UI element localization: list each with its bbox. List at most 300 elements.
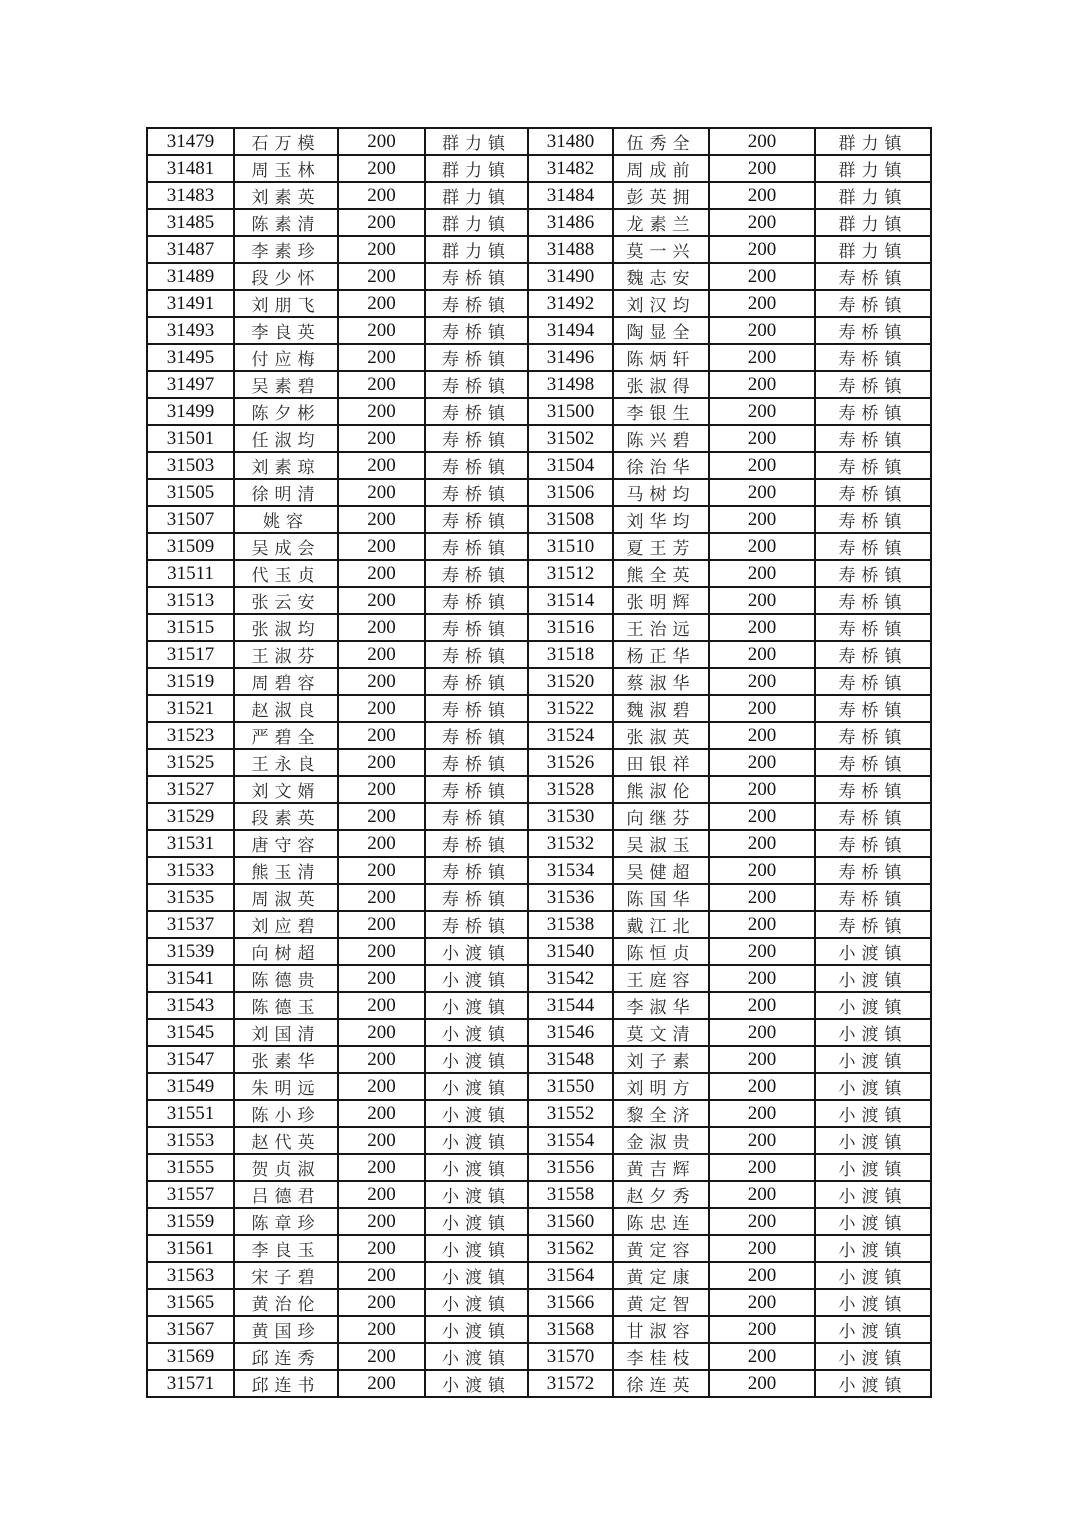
name-cell: 黄治伦 [234, 1289, 338, 1316]
id-cell: 31563 [147, 1262, 234, 1289]
amount-cell: 200 [709, 695, 815, 722]
amount-cell: 200 [338, 425, 425, 452]
amount-cell: 200 [338, 182, 425, 209]
town-cell: 寿桥镇 [425, 290, 528, 317]
table-row [147, 776, 931, 803]
name-cell: 甘淑容 [613, 1316, 709, 1343]
town-cell: 小渡镇 [425, 1181, 528, 1208]
table-row [147, 290, 931, 317]
name-cell: 陈恒贞 [613, 938, 709, 965]
id-cell: 31521 [147, 695, 234, 722]
name-cell: 黄吉辉 [613, 1154, 709, 1181]
amount-cell: 200 [338, 857, 425, 884]
name-cell: 张淑均 [234, 614, 338, 641]
town-cell: 寿桥镇 [425, 452, 528, 479]
id-cell: 31568 [528, 1316, 613, 1343]
town-cell: 寿桥镇 [425, 479, 528, 506]
town-cell: 小渡镇 [815, 965, 931, 992]
table-row [147, 236, 931, 263]
name-cell: 张云安 [234, 587, 338, 614]
name-cell: 宋子碧 [234, 1262, 338, 1289]
id-cell: 31517 [147, 641, 234, 668]
name-cell: 邱连秀 [234, 1343, 338, 1370]
table-row [147, 749, 931, 776]
id-cell: 31507 [147, 506, 234, 533]
name-cell: 邱连书 [234, 1370, 338, 1397]
name-cell: 李素珍 [234, 236, 338, 263]
id-cell: 31557 [147, 1181, 234, 1208]
table-row [147, 695, 931, 722]
name-cell: 吴淑玉 [613, 830, 709, 857]
table-row [147, 668, 931, 695]
id-cell: 31483 [147, 182, 234, 209]
table-row [147, 1289, 931, 1316]
amount-cell: 200 [709, 803, 815, 830]
name-cell: 向继芬 [613, 803, 709, 830]
amount-cell: 200 [709, 290, 815, 317]
table-row [147, 263, 931, 290]
name-cell: 伍秀全 [613, 128, 709, 155]
amount-cell: 200 [338, 128, 425, 155]
amount-cell: 200 [709, 749, 815, 776]
town-cell: 寿桥镇 [815, 263, 931, 290]
id-cell: 31482 [528, 155, 613, 182]
table-row [147, 614, 931, 641]
amount-cell: 200 [709, 506, 815, 533]
town-cell: 寿桥镇 [425, 641, 528, 668]
id-cell: 31540 [528, 938, 613, 965]
name-cell: 刘华均 [613, 506, 709, 533]
town-cell: 寿桥镇 [815, 749, 931, 776]
table-row [147, 1235, 931, 1262]
id-cell: 31481 [147, 155, 234, 182]
id-cell: 31567 [147, 1316, 234, 1343]
id-cell: 31570 [528, 1343, 613, 1370]
id-cell: 31503 [147, 452, 234, 479]
name-cell: 赵代英 [234, 1127, 338, 1154]
table-row [147, 1316, 931, 1343]
amount-cell: 200 [338, 1181, 425, 1208]
id-cell: 31479 [147, 128, 234, 155]
id-cell: 31526 [528, 749, 613, 776]
amount-cell: 200 [338, 344, 425, 371]
name-cell: 刘朋飞 [234, 290, 338, 317]
town-cell: 群力镇 [815, 155, 931, 182]
name-cell: 张素华 [234, 1046, 338, 1073]
name-cell: 黄定容 [613, 1235, 709, 1262]
amount-cell: 200 [338, 911, 425, 938]
table-row [147, 128, 931, 155]
amount-cell: 200 [338, 371, 425, 398]
id-cell: 31537 [147, 911, 234, 938]
id-cell: 31494 [528, 317, 613, 344]
name-cell: 魏志安 [613, 263, 709, 290]
id-cell: 31508 [528, 506, 613, 533]
id-cell: 31547 [147, 1046, 234, 1073]
town-cell: 寿桥镇 [425, 371, 528, 398]
name-cell: 杨正华 [613, 641, 709, 668]
id-cell: 31531 [147, 830, 234, 857]
amount-cell: 200 [709, 1019, 815, 1046]
amount-cell: 200 [709, 128, 815, 155]
table-row [147, 371, 931, 398]
town-cell: 小渡镇 [815, 1100, 931, 1127]
name-cell: 段少怀 [234, 263, 338, 290]
name-cell: 陈国华 [613, 884, 709, 911]
id-cell: 31495 [147, 344, 234, 371]
town-cell: 寿桥镇 [425, 506, 528, 533]
amount-cell: 200 [338, 1100, 425, 1127]
town-cell: 小渡镇 [425, 1208, 528, 1235]
name-cell: 陈德贵 [234, 965, 338, 992]
id-cell: 31558 [528, 1181, 613, 1208]
town-cell: 群力镇 [815, 128, 931, 155]
table-row [147, 1127, 931, 1154]
amount-cell: 200 [338, 722, 425, 749]
table-row [147, 641, 931, 668]
amount-cell: 200 [709, 1154, 815, 1181]
amount-cell: 200 [338, 641, 425, 668]
name-cell: 石万模 [234, 128, 338, 155]
town-cell: 寿桥镇 [815, 803, 931, 830]
id-cell: 31510 [528, 533, 613, 560]
town-cell: 寿桥镇 [815, 614, 931, 641]
name-cell: 向树超 [234, 938, 338, 965]
name-cell: 王庭容 [613, 965, 709, 992]
amount-cell: 200 [338, 884, 425, 911]
town-cell: 小渡镇 [425, 1154, 528, 1181]
amount-cell: 200 [709, 371, 815, 398]
name-cell: 陈章珍 [234, 1208, 338, 1235]
table-row [147, 992, 931, 1019]
town-cell: 小渡镇 [815, 1073, 931, 1100]
town-cell: 寿桥镇 [815, 398, 931, 425]
id-cell: 31496 [528, 344, 613, 371]
name-cell: 黎全济 [613, 1100, 709, 1127]
name-cell: 贺贞淑 [234, 1154, 338, 1181]
id-cell: 31565 [147, 1289, 234, 1316]
amount-cell: 200 [709, 155, 815, 182]
id-cell: 31541 [147, 965, 234, 992]
amount-cell: 200 [338, 1019, 425, 1046]
name-cell: 李桂枝 [613, 1343, 709, 1370]
name-cell: 徐连英 [613, 1370, 709, 1397]
table-row [147, 722, 931, 749]
id-cell: 31553 [147, 1127, 234, 1154]
table-row [147, 965, 931, 992]
table-row [147, 452, 931, 479]
amount-cell: 200 [338, 209, 425, 236]
town-cell: 寿桥镇 [815, 587, 931, 614]
town-cell: 寿桥镇 [425, 803, 528, 830]
name-cell: 周成前 [613, 155, 709, 182]
id-cell: 31513 [147, 587, 234, 614]
name-cell: 陈夕彬 [234, 398, 338, 425]
roster-table-body [147, 128, 931, 1397]
name-cell: 魏淑碧 [613, 695, 709, 722]
name-cell: 刘文婿 [234, 776, 338, 803]
amount-cell: 200 [709, 263, 815, 290]
table-row [147, 830, 931, 857]
id-cell: 31522 [528, 695, 613, 722]
name-cell: 徐明清 [234, 479, 338, 506]
id-cell: 31564 [528, 1262, 613, 1289]
table-row [147, 344, 931, 371]
name-cell: 朱明远 [234, 1073, 338, 1100]
town-cell: 小渡镇 [425, 1019, 528, 1046]
id-cell: 31504 [528, 452, 613, 479]
amount-cell: 200 [709, 398, 815, 425]
id-cell: 31538 [528, 911, 613, 938]
id-cell: 31505 [147, 479, 234, 506]
town-cell: 寿桥镇 [815, 857, 931, 884]
id-cell: 31480 [528, 128, 613, 155]
town-cell: 寿桥镇 [815, 452, 931, 479]
town-cell: 小渡镇 [425, 1127, 528, 1154]
table-row [147, 155, 931, 182]
table-row [147, 479, 931, 506]
name-cell: 金淑贵 [613, 1127, 709, 1154]
id-cell: 31501 [147, 425, 234, 452]
town-cell: 寿桥镇 [425, 398, 528, 425]
name-cell: 龙素兰 [613, 209, 709, 236]
id-cell: 31542 [528, 965, 613, 992]
name-cell: 赵夕秀 [613, 1181, 709, 1208]
table-row [147, 884, 931, 911]
town-cell: 小渡镇 [425, 1262, 528, 1289]
town-cell: 小渡镇 [815, 1289, 931, 1316]
town-cell: 寿桥镇 [815, 479, 931, 506]
name-cell: 彭英拥 [613, 182, 709, 209]
town-cell: 群力镇 [425, 128, 528, 155]
town-cell: 寿桥镇 [815, 668, 931, 695]
town-cell: 群力镇 [815, 182, 931, 209]
amount-cell: 200 [338, 155, 425, 182]
name-cell: 李良英 [234, 317, 338, 344]
id-cell: 31488 [528, 236, 613, 263]
amount-cell: 200 [709, 425, 815, 452]
table-row [147, 1208, 931, 1235]
name-cell: 周淑英 [234, 884, 338, 911]
town-cell: 小渡镇 [815, 992, 931, 1019]
amount-cell: 200 [709, 1046, 815, 1073]
name-cell: 李银生 [613, 398, 709, 425]
amount-cell: 200 [338, 1235, 425, 1262]
town-cell: 寿桥镇 [425, 668, 528, 695]
name-cell: 吴健超 [613, 857, 709, 884]
town-cell: 小渡镇 [815, 1181, 931, 1208]
amount-cell: 200 [338, 1154, 425, 1181]
id-cell: 31520 [528, 668, 613, 695]
town-cell: 寿桥镇 [425, 884, 528, 911]
town-cell: 小渡镇 [815, 1019, 931, 1046]
id-cell: 31550 [528, 1073, 613, 1100]
name-cell: 陈德玉 [234, 992, 338, 1019]
amount-cell: 200 [338, 1370, 425, 1397]
amount-cell: 200 [709, 722, 815, 749]
amount-cell: 200 [709, 1181, 815, 1208]
id-cell: 31554 [528, 1127, 613, 1154]
table-row [147, 1100, 931, 1127]
town-cell: 小渡镇 [815, 1262, 931, 1289]
town-cell: 群力镇 [425, 182, 528, 209]
amount-cell: 200 [338, 317, 425, 344]
id-cell: 31490 [528, 263, 613, 290]
town-cell: 寿桥镇 [815, 641, 931, 668]
name-cell: 陶显全 [613, 317, 709, 344]
amount-cell: 200 [338, 452, 425, 479]
name-cell: 刘明方 [613, 1073, 709, 1100]
id-cell: 31502 [528, 425, 613, 452]
town-cell: 小渡镇 [425, 1370, 528, 1397]
town-cell: 小渡镇 [815, 1127, 931, 1154]
amount-cell: 200 [338, 695, 425, 722]
name-cell: 唐守容 [234, 830, 338, 857]
name-cell: 陈兴碧 [613, 425, 709, 452]
amount-cell: 200 [709, 1343, 815, 1370]
name-cell: 莫一兴 [613, 236, 709, 263]
table-row [147, 533, 931, 560]
amount-cell: 200 [709, 344, 815, 371]
id-cell: 31539 [147, 938, 234, 965]
town-cell: 小渡镇 [425, 1316, 528, 1343]
amount-cell: 200 [338, 830, 425, 857]
amount-cell: 200 [338, 506, 425, 533]
town-cell: 寿桥镇 [815, 911, 931, 938]
id-cell: 31556 [528, 1154, 613, 1181]
name-cell: 张淑英 [613, 722, 709, 749]
id-cell: 31489 [147, 263, 234, 290]
id-cell: 31519 [147, 668, 234, 695]
amount-cell: 200 [338, 1262, 425, 1289]
amount-cell: 200 [709, 236, 815, 263]
id-cell: 31524 [528, 722, 613, 749]
town-cell: 寿桥镇 [425, 695, 528, 722]
town-cell: 寿桥镇 [815, 290, 931, 317]
amount-cell: 200 [709, 479, 815, 506]
amount-cell: 200 [709, 1370, 815, 1397]
id-cell: 31548 [528, 1046, 613, 1073]
amount-cell: 200 [338, 1316, 425, 1343]
town-cell: 寿桥镇 [815, 884, 931, 911]
amount-cell: 200 [709, 1235, 815, 1262]
roster-table [146, 127, 932, 1398]
id-cell: 31555 [147, 1154, 234, 1181]
town-cell: 小渡镇 [425, 965, 528, 992]
town-cell: 寿桥镇 [425, 722, 528, 749]
amount-cell: 200 [709, 1100, 815, 1127]
amount-cell: 200 [338, 1073, 425, 1100]
name-cell: 吕德君 [234, 1181, 338, 1208]
table-row [147, 560, 931, 587]
id-cell: 31500 [528, 398, 613, 425]
town-cell: 寿桥镇 [815, 695, 931, 722]
amount-cell: 200 [709, 857, 815, 884]
name-cell: 吴成会 [234, 533, 338, 560]
town-cell: 寿桥镇 [425, 425, 528, 452]
amount-cell: 200 [709, 830, 815, 857]
id-cell: 31566 [528, 1289, 613, 1316]
town-cell: 小渡镇 [815, 938, 931, 965]
id-cell: 31562 [528, 1235, 613, 1262]
town-cell: 寿桥镇 [815, 533, 931, 560]
id-cell: 31571 [147, 1370, 234, 1397]
amount-cell: 200 [709, 614, 815, 641]
id-cell: 31525 [147, 749, 234, 776]
amount-cell: 200 [338, 1046, 425, 1073]
name-cell: 代玉贞 [234, 560, 338, 587]
id-cell: 31487 [147, 236, 234, 263]
id-cell: 31551 [147, 1100, 234, 1127]
table-row [147, 1262, 931, 1289]
town-cell: 小渡镇 [425, 1343, 528, 1370]
amount-cell: 200 [709, 533, 815, 560]
town-cell: 小渡镇 [815, 1343, 931, 1370]
amount-cell: 200 [338, 668, 425, 695]
town-cell: 群力镇 [425, 236, 528, 263]
amount-cell: 200 [338, 533, 425, 560]
id-cell: 31485 [147, 209, 234, 236]
town-cell: 群力镇 [815, 209, 931, 236]
name-cell: 姚容 [234, 506, 338, 533]
name-cell: 熊淑伦 [613, 776, 709, 803]
amount-cell: 200 [709, 668, 815, 695]
amount-cell: 200 [709, 776, 815, 803]
name-cell: 熊全英 [613, 560, 709, 587]
town-cell: 寿桥镇 [425, 749, 528, 776]
name-cell: 段素英 [234, 803, 338, 830]
amount-cell: 200 [338, 587, 425, 614]
id-cell: 31491 [147, 290, 234, 317]
name-cell: 刘汉均 [613, 290, 709, 317]
id-cell: 31516 [528, 614, 613, 641]
name-cell: 王淑芬 [234, 641, 338, 668]
town-cell: 小渡镇 [425, 992, 528, 1019]
amount-cell: 200 [338, 1289, 425, 1316]
town-cell: 小渡镇 [815, 1370, 931, 1397]
table-row [147, 1181, 931, 1208]
amount-cell: 200 [709, 992, 815, 1019]
table-row [147, 587, 931, 614]
name-cell: 莫文清 [613, 1019, 709, 1046]
town-cell: 小渡镇 [425, 1235, 528, 1262]
name-cell: 张淑得 [613, 371, 709, 398]
town-cell: 寿桥镇 [815, 722, 931, 749]
name-cell: 赵淑良 [234, 695, 338, 722]
name-cell: 黄定康 [613, 1262, 709, 1289]
table-row [147, 857, 931, 884]
town-cell: 寿桥镇 [815, 830, 931, 857]
id-cell: 31534 [528, 857, 613, 884]
table-row [147, 317, 931, 344]
id-cell: 31498 [528, 371, 613, 398]
amount-cell: 200 [709, 965, 815, 992]
town-cell: 小渡镇 [815, 1154, 931, 1181]
town-cell: 寿桥镇 [425, 344, 528, 371]
id-cell: 31561 [147, 1235, 234, 1262]
name-cell: 陈炳轩 [613, 344, 709, 371]
town-cell: 群力镇 [815, 236, 931, 263]
table-row [147, 1154, 931, 1181]
table-row [147, 803, 931, 830]
id-cell: 31552 [528, 1100, 613, 1127]
amount-cell: 200 [338, 992, 425, 1019]
id-cell: 31549 [147, 1073, 234, 1100]
id-cell: 31497 [147, 371, 234, 398]
name-cell: 刘国清 [234, 1019, 338, 1046]
town-cell: 寿桥镇 [815, 425, 931, 452]
town-cell: 寿桥镇 [425, 560, 528, 587]
